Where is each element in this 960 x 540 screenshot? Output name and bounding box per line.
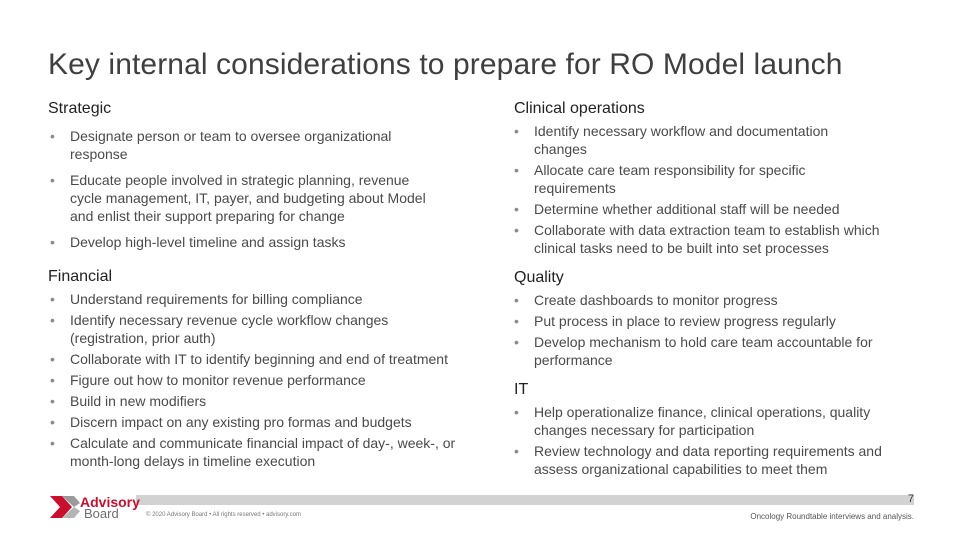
list-item: • Review technology and data reporting requirements and assess organizational capabilities to meet them — [512, 442, 904, 478]
quality-list — [512, 291, 904, 369]
list-item: • Determine whether additional staff will be needed — [512, 200, 904, 218]
advisory-board-logo — [48, 494, 138, 520]
strategic-heading: Strategic — [48, 100, 112, 117]
quality-heading: Quality — [514, 269, 564, 286]
it-heading: IT — [514, 381, 529, 398]
list-item: • Allocate care team responsibility for specific requirements — [512, 161, 844, 197]
list-item: • Collaborate with data extraction team to establish which clinical tasks need to be built into set processes — [512, 221, 904, 257]
list-item: • Identify necessary workflow and documentation changes — [512, 122, 874, 158]
list-item: • Help operationalize finance, clinical operations, quality changes necessary for participation — [512, 403, 904, 439]
list-item: • Understand requirements for billing compliance — [48, 290, 488, 308]
list-item: • Develop high-level timeline and assign tasks — [48, 233, 438, 251]
strategic-list — [48, 127, 438, 251]
list-item: • Build in new modifiers — [48, 392, 488, 410]
list-item: • Put process in place to review progress regularly — [512, 312, 904, 330]
list-item: • Identify necessary revenue cycle workflow changes (registration, prior auth) — [48, 311, 430, 347]
it-list — [512, 403, 904, 478]
page-number: 7 — [907, 493, 914, 505]
financial-heading: Financial — [48, 268, 113, 285]
copyright-notice: © 2020 Advisory Board • All rights reserved • advisory.com — [146, 512, 301, 518]
slide-title: Key internal considerations to prepare for RO Model launch — [48, 48, 843, 81]
list-item: • Discern impact on any existing pro formas and budgets — [48, 413, 488, 431]
logo-mark-icon — [48, 494, 82, 520]
logo-text-board: Board — [84, 506, 119, 521]
list-item: • Collaborate with IT to identify beginning and end of treatment — [48, 350, 488, 368]
list-item: • Develop mechanism to hold care team accountable for performance — [512, 333, 884, 369]
footer-divider-bar — [136, 495, 914, 505]
clinical-heading: Clinical operations — [514, 100, 645, 117]
financial-list — [48, 290, 488, 470]
list-item: • Designate person or team to oversee organizational response — [48, 127, 438, 163]
clinical-list — [512, 122, 904, 257]
source-note: Oncology Roundtable interviews and analysis. — [750, 512, 914, 521]
list-item: • Create dashboards to monitor progress — [512, 291, 904, 309]
logo-text-advisory: Advisory — [80, 494, 140, 510]
list-item: • Calculate and communicate financial impact of day-, week-, or month-long delays in timeline execution — [48, 434, 470, 470]
list-item: • Figure out how to monitor revenue performance — [48, 371, 488, 389]
list-item: • Educate people involved in strategic planning, revenue cycle management, IT, payer, and budgeting about Model and enlist their support preparing for change — [48, 171, 438, 225]
